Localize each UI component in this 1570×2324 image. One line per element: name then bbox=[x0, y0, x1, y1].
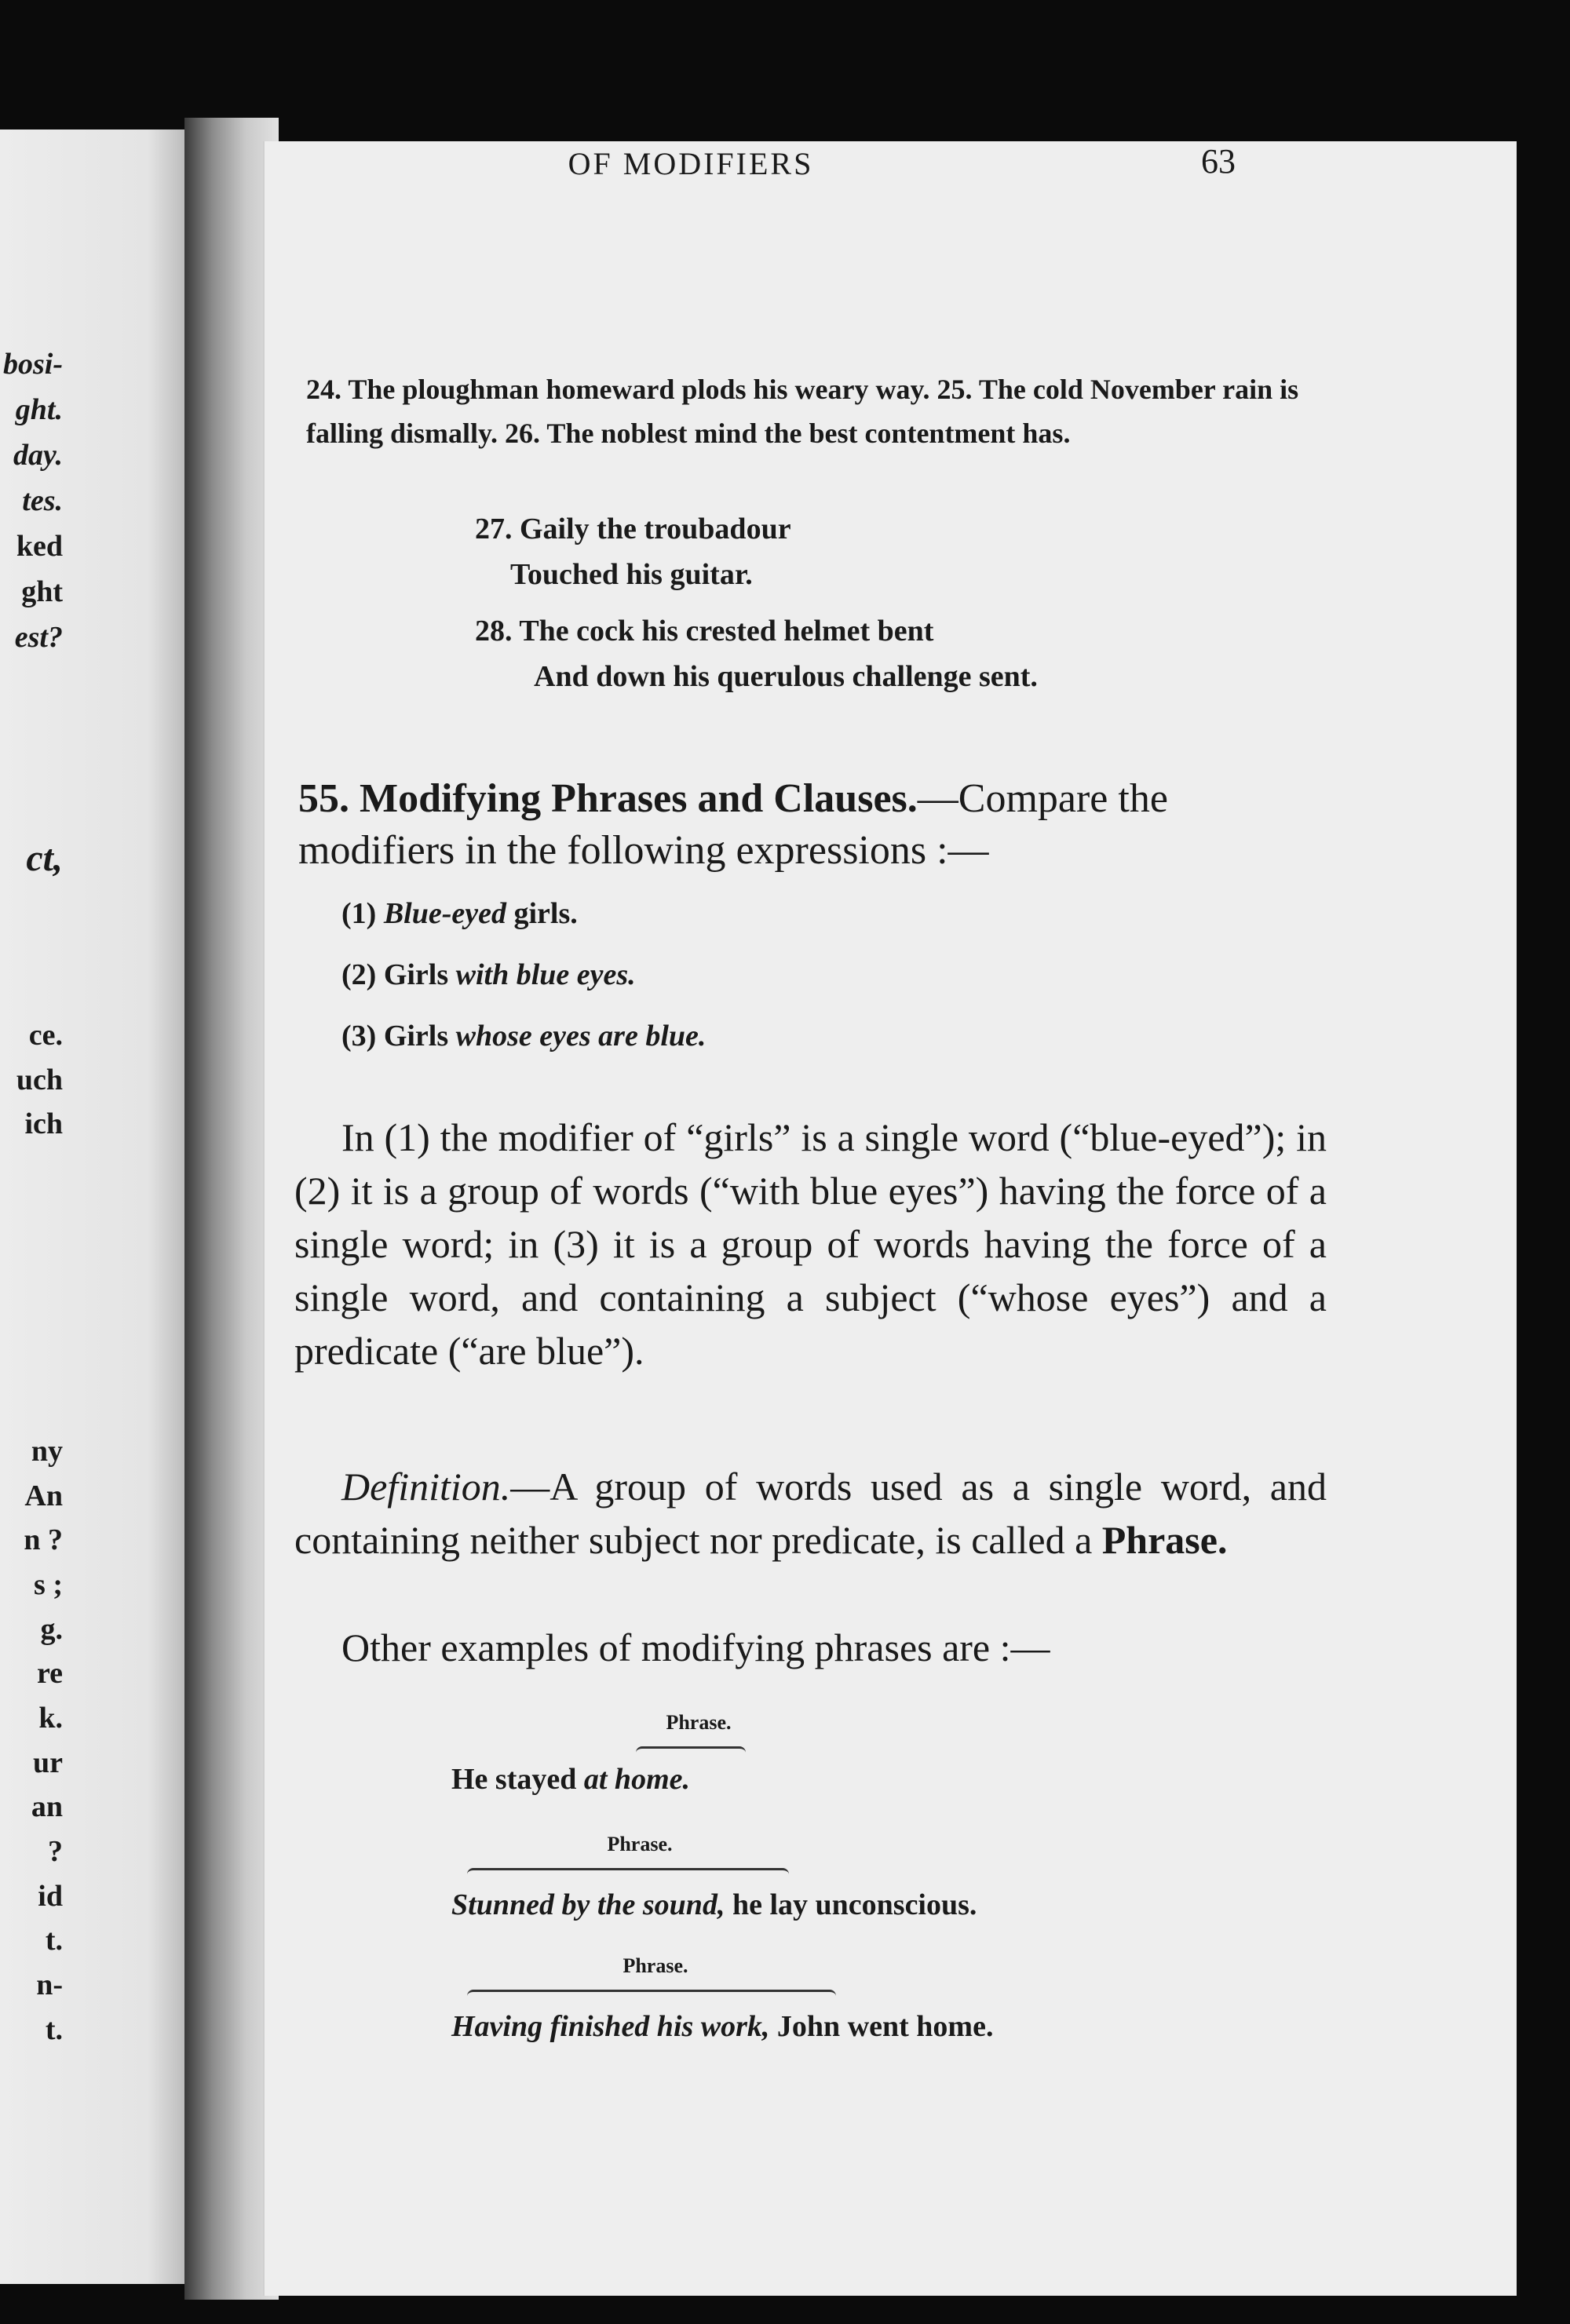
left-fragment: g. bbox=[40, 1613, 63, 1646]
phrase-italic: at home. bbox=[583, 1763, 690, 1796]
left-fragment: day. bbox=[13, 439, 63, 472]
left-fragment: ur bbox=[33, 1746, 63, 1779]
poem-line: Touched his guitar. bbox=[510, 558, 753, 591]
phrase-brace bbox=[467, 1990, 836, 2000]
section-heading-paragraph bbox=[298, 773, 1327, 877]
phrase-brace bbox=[636, 1746, 746, 1757]
example-number: (1) bbox=[341, 897, 377, 930]
phrase-example bbox=[451, 1762, 690, 1797]
poem-line: 27. Gaily the troubadour bbox=[475, 513, 791, 545]
section-title: Modifying Phrases and Clauses. bbox=[360, 776, 918, 821]
poem-line: And down his querulous challenge sent. bbox=[534, 660, 1038, 693]
left-fragment: tes. bbox=[22, 484, 63, 517]
left-fragment: ght. bbox=[15, 393, 63, 426]
example-italic: with blue eyes. bbox=[455, 958, 636, 991]
phrase-italic: Having finished his work, bbox=[451, 2010, 770, 2043]
poem-line: 28. The cock his crested helmet bent bbox=[475, 615, 934, 648]
example-text: Girls bbox=[383, 958, 456, 991]
left-fragment: t. bbox=[45, 2013, 63, 2046]
running-head: OF MODIFIERS bbox=[568, 146, 814, 181]
left-fragment: ce. bbox=[28, 1019, 63, 1052]
example-number: (2) bbox=[341, 958, 377, 991]
example-item bbox=[341, 896, 578, 931]
explanation-paragraph: In (1) the modifier of “girls” is a single word (“blue-eyed”); in (2) it is a group of words (“with blue eyes”) having the force of a single word; in (3) it is a group of words having the force of a single word, and containing a subject (“whose eyes”) and a predicate (“are blue”). bbox=[294, 1115, 1327, 1373]
left-fragment: s ; bbox=[34, 1568, 63, 1601]
definition-paragraph bbox=[294, 1460, 1327, 1567]
phrase-label: Phrase. bbox=[607, 1833, 673, 1855]
left-fragment: est? bbox=[14, 621, 63, 654]
left-fragment: ght bbox=[21, 575, 63, 608]
phrase-example bbox=[451, 2009, 993, 2044]
poem-27 bbox=[475, 506, 791, 597]
example-italic: Blue-eyed bbox=[383, 897, 506, 930]
example-text: girls. bbox=[506, 897, 578, 930]
left-fragment: id bbox=[38, 1880, 63, 1913]
section-number: 55. bbox=[298, 776, 349, 821]
phrase-example-text: he lay unconscious. bbox=[725, 1888, 977, 1921]
example-italic: whose eyes are blue. bbox=[455, 1020, 706, 1053]
left-fragment: t. bbox=[45, 1924, 63, 1957]
left-fragment: ct, bbox=[26, 837, 63, 879]
phrase-example-text: He stayed bbox=[451, 1763, 584, 1796]
exercise-paragraph: 24. The ploughman homeward plods his weary way. 25. The cold November rain is falling dismally. 26. The noblest mind the best contentment has. bbox=[306, 374, 1299, 449]
definition-term: Phrase. bbox=[1101, 1518, 1228, 1562]
example-number: (3) bbox=[341, 1020, 377, 1053]
left-fragment: ich bbox=[24, 1107, 63, 1140]
page-number: 63 bbox=[1201, 142, 1236, 181]
poem-28 bbox=[475, 608, 1038, 699]
left-fragment: k. bbox=[38, 1702, 63, 1735]
phrase-example-text: John went home. bbox=[769, 2010, 994, 2043]
definition-text: —A group of words used as a single word, and containing neither subject nor predicate, is called a bbox=[294, 1465, 1327, 1562]
section-intro: —Compare the modifiers in the following expressions :— bbox=[298, 776, 1168, 873]
phrase-label: Phrase. bbox=[623, 1954, 688, 1977]
left-fragment: n- bbox=[36, 1968, 63, 2001]
example-text: Girls bbox=[383, 1020, 456, 1053]
left-fragment: ? bbox=[48, 1835, 63, 1868]
left-fragment: ked bbox=[16, 530, 63, 563]
left-page-edge bbox=[0, 130, 184, 2284]
example-item bbox=[341, 1019, 706, 1053]
left-fragment: An bbox=[24, 1479, 63, 1512]
left-fragment: n ? bbox=[24, 1523, 63, 1556]
phrase-brace bbox=[467, 1868, 789, 1878]
left-fragment: re bbox=[36, 1657, 63, 1690]
left-fragment: bosi- bbox=[3, 348, 63, 381]
phrase-example bbox=[451, 1888, 977, 1922]
left-fragment: uch bbox=[16, 1063, 63, 1096]
example-item bbox=[341, 958, 636, 992]
left-fragment: an bbox=[31, 1790, 63, 1823]
left-fragment: ny bbox=[31, 1435, 63, 1468]
phrase-italic: Stunned by the sound, bbox=[451, 1888, 725, 1921]
other-examples-intro: Other examples of modifying phrases are :— bbox=[341, 1625, 1050, 1669]
definition-label: Definition. bbox=[341, 1465, 511, 1509]
phrase-label: Phrase. bbox=[666, 1711, 732, 1734]
